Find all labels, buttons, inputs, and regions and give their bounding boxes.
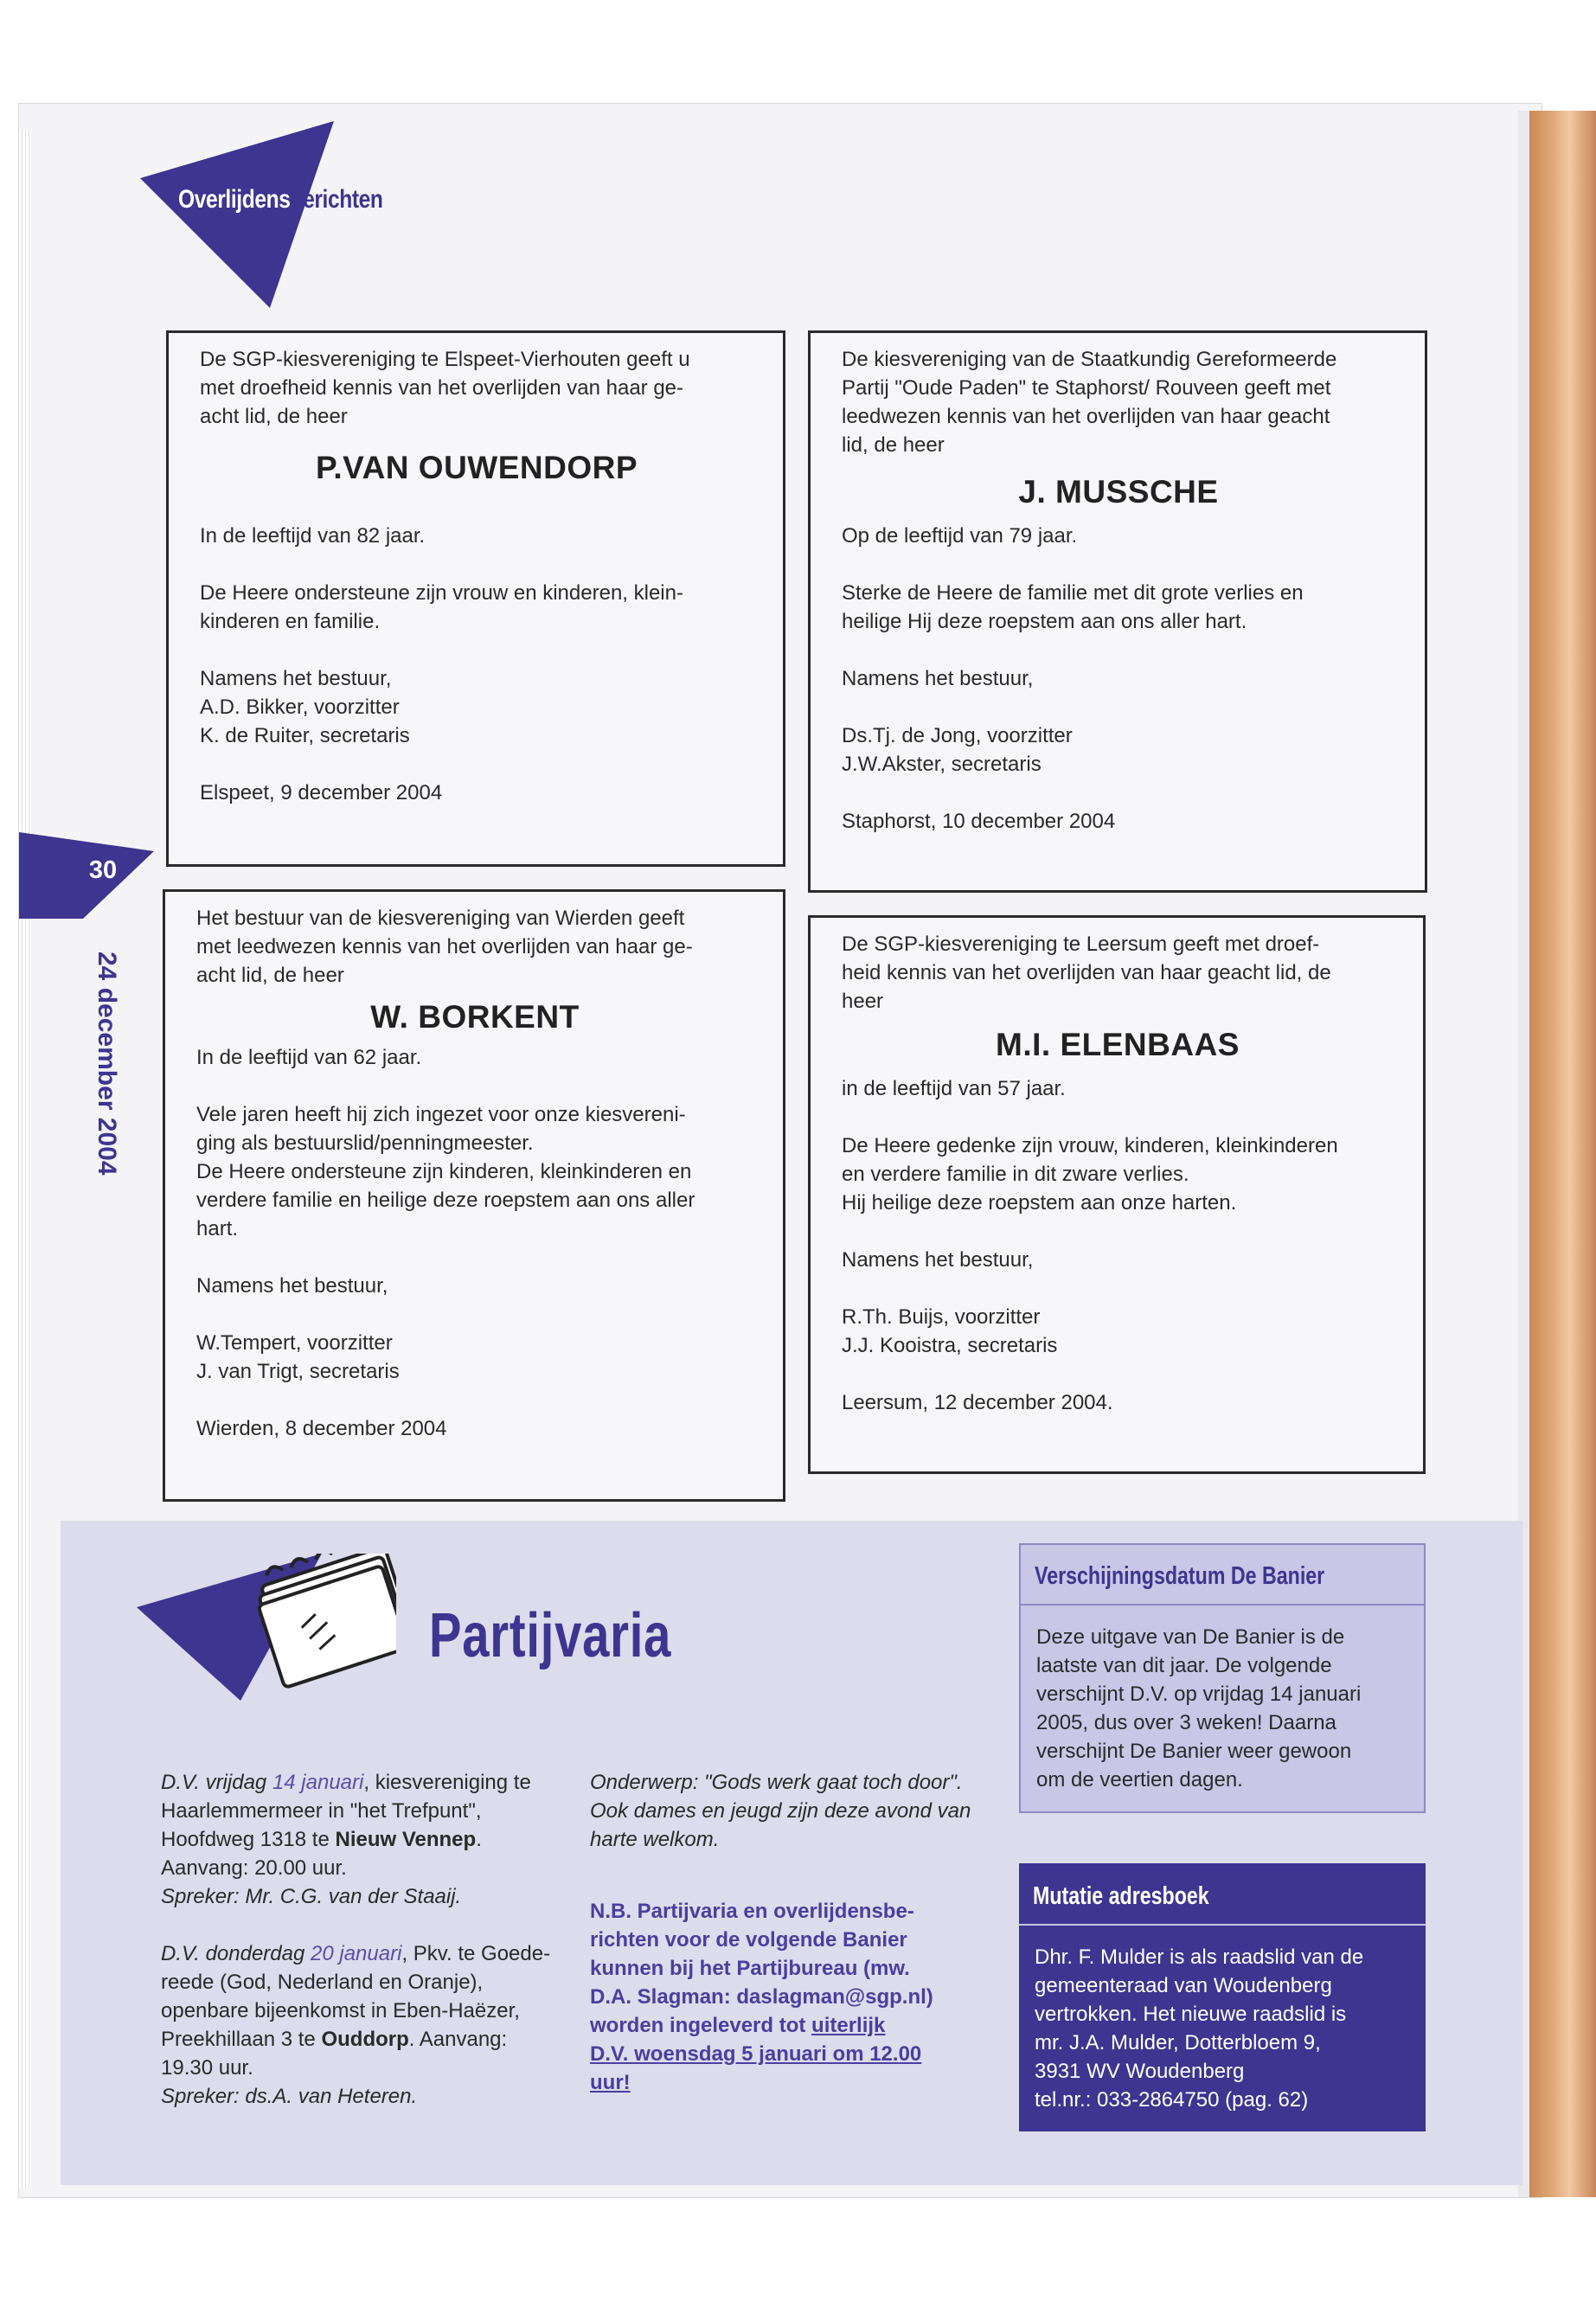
deceased-name: M.I. ELENBAAS <box>996 1027 1240 1062</box>
notice-signoff-label: Namens het bestuur, <box>842 1248 1034 1272</box>
event-date: 14 januari <box>272 1771 364 1794</box>
event-place: Nieuw Vennep <box>335 1828 477 1851</box>
notice-signoff-label: Namens het bestuur, <box>842 667 1034 690</box>
section-title-part2: berichten <box>290 185 383 214</box>
header-triangle-icon <box>140 121 339 311</box>
notice-message: De Heere ondersteune zijn vrouw en kinderen, klein- kinderen en familie. <box>200 581 683 633</box>
notebook-icon <box>137 1554 396 1709</box>
magazine-spine <box>1529 111 1596 2197</box>
notice-borkent <box>163 889 785 1502</box>
address-box-title: Mutatie adresboek <box>1033 1882 1209 1910</box>
issue-date: 24 december 2004 <box>93 952 121 1176</box>
notice-place-date: Staphorst, 10 december 2004 <box>842 810 1116 833</box>
notice-message: Sterke de Heere de familie met dit grote verlies en heilige Hij deze roepstem aan ons aller hart. <box>842 581 1304 633</box>
banier-publication-box <box>1019 1543 1426 1813</box>
event-place: Ouddorp <box>321 2028 409 2051</box>
event-topic: Onderwerp: "Gods werk gaat toch door". Ook dames en jeugd zijn deze avond van harte welkom. <box>590 1771 971 1851</box>
deceased-name: J. MUSSCHE <box>1018 474 1219 510</box>
section-title-part1: Overlijdens <box>178 185 291 214</box>
address-box-text: Dhr. F. Mulder is als raadslid van de gemeenteraad van Woudenberg vertrokken. Het nieuwe raadslid is mr. J.A. Mulder, Dotterbloem 9, 3931 WV Woudenberg tel.nr.: 033-2864750 (pag. 62) <box>1035 1945 1364 2112</box>
notice-place-date: Leersum, 12 december 2004. <box>842 1391 1113 1414</box>
notice-message: Vele jaren heeft hij zich ingezet voor onze kiesvereni- ging als bestuurslid/penningmeester. De Heere ondersteune zijn kinderen, kleinkinderen en verdere familie en heilige deze roepstem aan ons aller hart. <box>196 1103 695 1240</box>
notice-intro: De SGP-kiesvereniging te Leersum geeft met droef- heid kennis van het overlijden van haar geacht lid, de heer <box>842 933 1331 1013</box>
submission-notice: N.B. Partijvaria en overlijdensbe- richten voor de volgende Banier kunnen bij het Partijbureau (mw. D.A. Slagman: daslagman@sgp.nl) worden ingeleverd tot uiterlijk D.V. woensdag 5 januari om 12.00 uur! <box>590 1900 933 2094</box>
partijvaria-title: Partijvaria <box>429 1601 672 1670</box>
notice-place-date: Wierden, 8 december 2004 <box>196 1417 447 1440</box>
notice-signoff: R.Th. Buijs, voorzitter J.J. Kooistra, secretaris <box>842 1305 1058 1357</box>
notice-age: In de leeftijd van 62 jaar. <box>196 1046 422 1069</box>
notice-van-ouwendorp <box>166 330 785 867</box>
event-haarlemmermeer: D.V. vrijdag 14 januari, kiesvereniging te Haarlemmermeer in "het Trefpunt", Hoofdweg 1318 te Nieuw Vennep. Aanvang: 20.00 uur. Spreker: Mr. C.G. van der Staaij. <box>161 1768 576 1911</box>
banier-box-text: Deze uitgave van De Banier is de laatste van dit jaar. De volgende verschijnt D.V. op vrijdag 14 januari 2005, dus over 3 weken! Daarna verschijnt De Banier weer gewoon om de veertien dagen. <box>1036 1625 1362 1791</box>
deadline: uiterlijk <box>811 2014 886 2037</box>
notice-signoff: W.Tempert, voorzitter J. van Trigt, secretaris <box>196 1331 400 1383</box>
banier-box-title: Verschijningsdatum De Banier <box>1035 1562 1325 1590</box>
notice-age: In de leeftijd van 82 jaar. <box>200 524 426 548</box>
notice-intro: De SGP-kiesvereniging te Elspeet-Vierhouten geeft u met droefheid kennis van het overlijden van haar ge- acht lid, de heer <box>200 348 690 428</box>
page-edges <box>19 130 31 2189</box>
notice-message: De Heere gedenke zijn vrouw, kinderen, kleinkinderen en verdere familie in dit zware verlies. Hij heilige deze roepstem aan onze harten. <box>842 1134 1338 1215</box>
notice-age: in de leeftijd van 57 jaar. <box>842 1077 1066 1100</box>
deceased-name: W. BORKENT <box>370 999 580 1035</box>
event-speaker: Spreker: Mr. C.G. van der Staaij. <box>161 1885 462 1908</box>
notice-signoff: Namens het bestuur, A.D. Bikker, voorzitter K. de Ruiter, secretaris <box>200 667 410 747</box>
notice-intro: Het bestuur van de kiesvereniging van Wierden geeft met leedwezen kennis van het overlijden van haar ge- acht lid, de heer <box>196 907 693 987</box>
section-title <box>178 185 383 215</box>
events-column-right <box>590 1768 1005 2125</box>
address-book-box <box>1019 1863 1426 2131</box>
event-speaker: Spreker: ds.A. van Heteren. <box>161 2085 418 2108</box>
notice-age: Op de leeftijd van 79 jaar. <box>842 524 1078 548</box>
notice-elenbaas <box>808 915 1426 1474</box>
event-goedereede: D.V. donderdag 20 januari, Pkv. te Goede- reede (God, Nederland en Oranje), openbare bijeenkomst in Eben-Haëzer, Preekhillaan 3 te Ouddorp. Aanvang: 19.30 uur. Spreker: ds.A. van Heteren. <box>161 1939 576 2111</box>
divider <box>1019 1924 1426 1926</box>
divider <box>1021 1604 1424 1606</box>
events-column-left <box>161 1768 576 2139</box>
notice-mussche <box>808 330 1427 893</box>
notice-signoff-label: Namens het bestuur, <box>196 1274 388 1298</box>
deceased-name: P.VAN OUWENDORP <box>315 450 638 485</box>
notice-place-date: Elspeet, 9 december 2004 <box>200 781 443 804</box>
notice-intro: De kiesvereniging van de Staatkundig Gereformeerde Partij "Oude Paden" te Staphorst/ Rouveen geeft met leedwezen kennis van het overlijden van haar geacht lid, de heer <box>842 348 1337 457</box>
page-number: 30 <box>88 856 118 884</box>
notice-signoff: Ds.Tj. de Jong, voorzitter J.W.Akster, secretaris <box>842 724 1073 776</box>
event-date: 20 januari <box>311 1942 402 1965</box>
